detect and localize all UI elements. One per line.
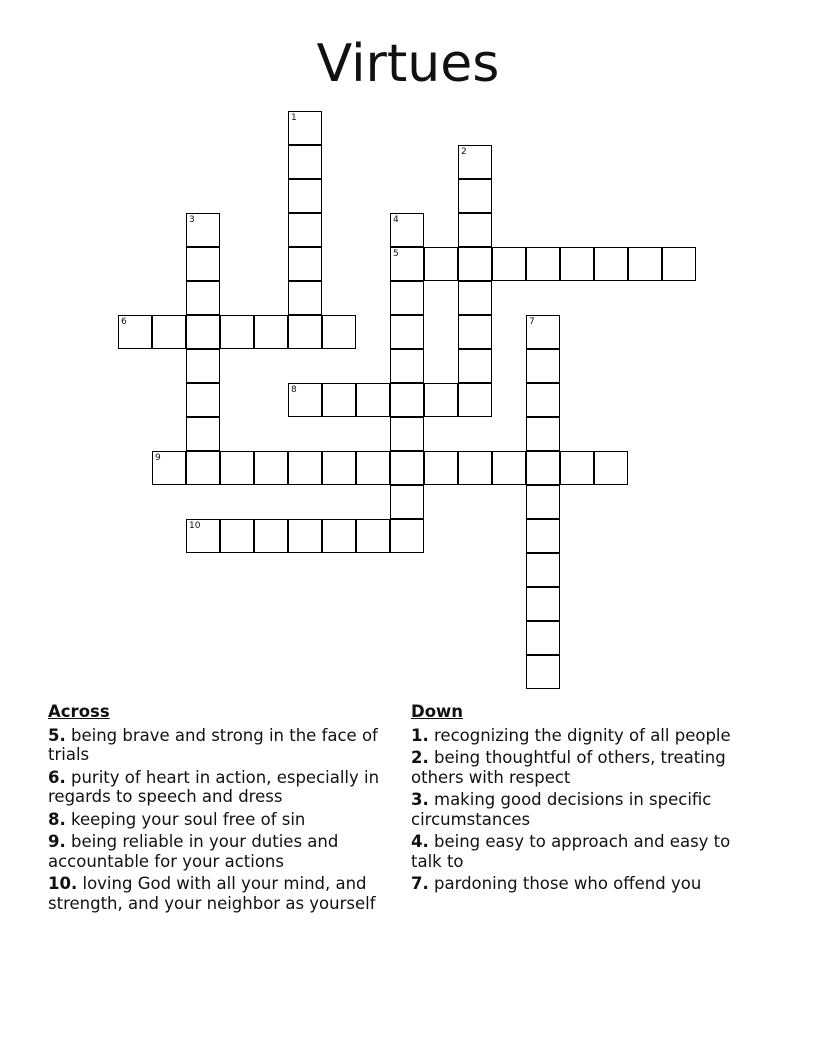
clue-number: 5.: [48, 725, 66, 745]
grid-cell[interactable]: [390, 247, 424, 281]
across-clue-5: [48, 726, 403, 765]
grid-cell[interactable]: [628, 247, 662, 281]
across-clue-6: [48, 768, 403, 807]
grid-cell[interactable]: [288, 145, 322, 179]
down-clue-4: [411, 832, 741, 871]
grid-cell[interactable]: [526, 587, 560, 621]
grid-cell[interactable]: [594, 247, 628, 281]
grid-cell[interactable]: [492, 247, 526, 281]
grid-cell[interactable]: [186, 213, 220, 247]
across-clue-10: [48, 874, 403, 913]
grid-cell[interactable]: [288, 111, 322, 145]
grid-cell[interactable]: [458, 179, 492, 213]
across-heading: Across: [48, 702, 110, 721]
grid-cell[interactable]: [458, 213, 492, 247]
grid-cell[interactable]: [186, 519, 220, 553]
grid-cell[interactable]: [390, 383, 424, 417]
grid-cell[interactable]: [288, 451, 322, 485]
clue-number-label: 2: [461, 147, 467, 157]
grid-cell[interactable]: [356, 383, 390, 417]
grid-cell[interactable]: [118, 315, 152, 349]
grid-cell[interactable]: [526, 383, 560, 417]
down-heading: Down: [411, 702, 464, 721]
grid-cell[interactable]: [220, 315, 254, 349]
grid-cell[interactable]: [288, 179, 322, 213]
puzzle-title: Virtues: [316, 34, 500, 94]
grid-cell[interactable]: [390, 485, 424, 519]
grid-cell[interactable]: [560, 451, 594, 485]
grid-cell[interactable]: [458, 315, 492, 349]
down-clue-3: [411, 790, 741, 829]
grid-cell[interactable]: [186, 281, 220, 315]
across-clue-8: [48, 810, 403, 830]
grid-cell[interactable]: [220, 451, 254, 485]
clue-number-label: 3: [189, 215, 195, 225]
clue-text: being easy to approach and easy to talk to: [411, 832, 731, 871]
grid-cell[interactable]: [526, 621, 560, 655]
grid-cell[interactable]: [288, 519, 322, 553]
clue-text: recognizing the dignity of all people: [434, 725, 731, 745]
grid-cell[interactable]: [390, 213, 424, 247]
clue-number: 9.: [48, 832, 66, 851]
grid-cell[interactable]: [322, 383, 356, 417]
clue-text: loving God with all your mind, and strength, and your neighbor as yourself: [48, 874, 376, 913]
grid-cell[interactable]: [356, 519, 390, 553]
grid-cell[interactable]: [390, 519, 424, 553]
grid-cell[interactable]: [288, 281, 322, 315]
clue-number: 6.: [48, 767, 66, 787]
clue-number-label: 10: [189, 521, 201, 531]
grid-cell[interactable]: [186, 383, 220, 417]
grid-cell[interactable]: [594, 451, 628, 485]
clue-text: being brave and strong in the face of trials: [48, 725, 378, 764]
grid-cell[interactable]: [458, 247, 492, 281]
grid-cell[interactable]: [254, 519, 288, 553]
grid-cell[interactable]: [220, 519, 254, 553]
clue-number: 2.: [411, 748, 429, 767]
clue-number: 1.: [411, 725, 429, 745]
grid-cell[interactable]: [424, 247, 458, 281]
down-clue-2: [411, 748, 741, 787]
grid-cell[interactable]: [322, 315, 356, 349]
grid-cell[interactable]: [288, 315, 322, 349]
clue-number-label: 6: [121, 317, 127, 327]
clue-number: 4.: [411, 832, 429, 851]
grid-cell[interactable]: [186, 247, 220, 281]
clue-number: 8.: [48, 809, 66, 829]
grid-cell[interactable]: [288, 213, 322, 247]
grid-cell[interactable]: [186, 349, 220, 383]
grid-cell[interactable]: [526, 247, 560, 281]
grid-cell[interactable]: [390, 281, 424, 315]
clue-number-label: 5: [393, 249, 399, 259]
clue-number-label: 7: [529, 317, 535, 327]
grid-cell[interactable]: [526, 315, 560, 349]
clue-text: making good decisions in specific circumstances: [411, 790, 712, 829]
clue-number-label: 8: [291, 385, 297, 395]
grid-cell[interactable]: [458, 145, 492, 179]
grid-cell[interactable]: [288, 383, 322, 417]
grid-cell[interactable]: [526, 655, 560, 689]
grid-cell[interactable]: [390, 315, 424, 349]
grid-cell[interactable]: [424, 451, 458, 485]
grid-cell[interactable]: [322, 451, 356, 485]
grid-cell[interactable]: [526, 349, 560, 383]
grid-cell[interactable]: [424, 383, 458, 417]
grid-cell[interactable]: [254, 315, 288, 349]
grid-cell[interactable]: [152, 451, 186, 485]
clue-number: 3.: [411, 790, 429, 809]
grid-cell[interactable]: [526, 519, 560, 553]
clue-number-label: 9: [155, 453, 161, 463]
grid-cell[interactable]: [662, 247, 696, 281]
grid-cell[interactable]: [186, 417, 220, 451]
grid-cell[interactable]: [152, 315, 186, 349]
clue-number-label: 4: [393, 215, 399, 225]
grid-cell[interactable]: [356, 451, 390, 485]
across-clue-9: [48, 832, 403, 871]
clue-text: keeping your soul free of sin: [71, 809, 306, 829]
clue-text: pardoning those who offend you: [434, 874, 702, 893]
grid-cell[interactable]: [390, 417, 424, 451]
clue-text: purity of heart in action, especially in regards to speech and dress: [48, 767, 380, 806]
grid-cell[interactable]: [390, 349, 424, 383]
down-clue-1: [411, 726, 741, 746]
grid-cell[interactable]: [186, 451, 220, 485]
down-clue-7: [411, 874, 741, 894]
grid-cell[interactable]: [322, 519, 356, 553]
grid-cell[interactable]: [458, 383, 492, 417]
grid-cell[interactable]: [186, 315, 220, 349]
clue-number: 7.: [411, 874, 429, 893]
grid-cell[interactable]: [526, 451, 560, 485]
clue-text: being thoughtful of others, treating others with respect: [411, 748, 726, 787]
grid-cell[interactable]: [458, 281, 492, 315]
across-clues: [48, 702, 403, 916]
grid-cell[interactable]: [458, 451, 492, 485]
grid-cell[interactable]: [526, 417, 560, 451]
clue-text: being reliable in your duties and accountable for your actions: [48, 832, 339, 871]
grid-cell[interactable]: [526, 485, 560, 519]
grid-cell[interactable]: [560, 247, 594, 281]
grid-cell[interactable]: [390, 451, 424, 485]
grid-cell[interactable]: [458, 349, 492, 383]
clue-number-label: 1: [291, 113, 297, 123]
grid-cell[interactable]: [492, 451, 526, 485]
clue-number: 10.: [48, 874, 78, 893]
grid-cell[interactable]: [254, 451, 288, 485]
grid-cell[interactable]: [526, 553, 560, 587]
down-clues: [411, 702, 741, 897]
grid-cell[interactable]: [288, 247, 322, 281]
